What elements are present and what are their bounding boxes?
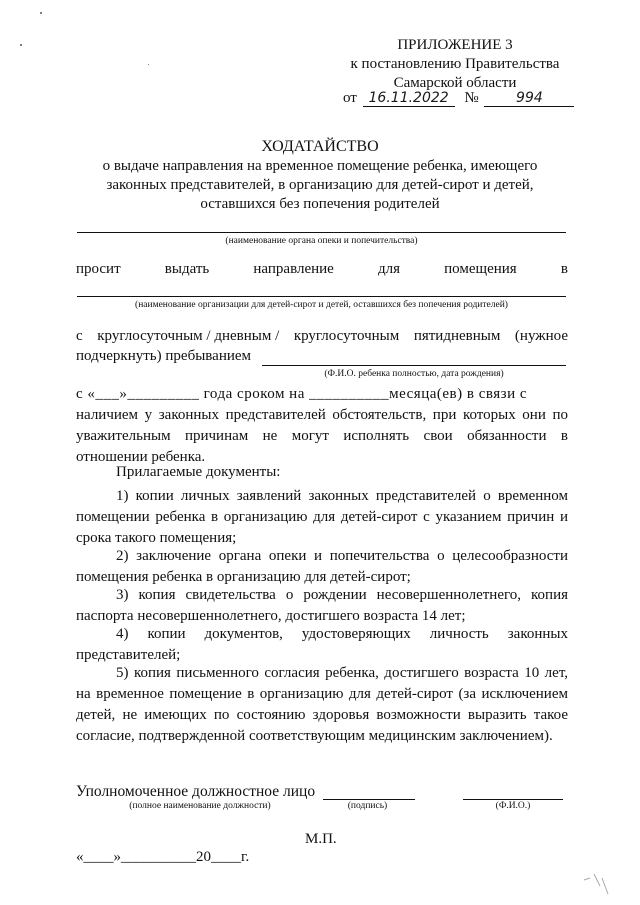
organization-underline <box>77 296 566 297</box>
authority-underline <box>77 232 566 233</box>
number-value: 994 <box>484 90 574 107</box>
appendix-line2: к постановлению Правительства <box>350 56 560 72</box>
signature-label: Уполномоченное должностное лицо <box>76 783 316 800</box>
number-prefix: № <box>464 90 479 106</box>
stay-word: (нужное <box>514 328 568 344</box>
document-item-1: 1) копии личных заявлений законных представителей о временном помещении ребенка в организацию для детей-сирот с указанием причин и срока такого помещения; <box>76 488 568 546</box>
scan-speck <box>40 12 42 14</box>
appendix-label: ПРИЛОЖЕНИЕ 3 <box>397 37 513 53</box>
stay-word: круглосуточным / дневным / <box>97 328 280 344</box>
child-name-underline <box>262 365 566 366</box>
scan-mark <box>580 870 614 900</box>
request-row <box>76 261 568 278</box>
subtitle-line-3: оставшихся без попечения родителей <box>200 196 440 212</box>
document-title: ХОДАТАЙСТВО <box>261 138 379 155</box>
seal-label: М.П. <box>305 831 337 847</box>
stay-word: пятидневным <box>413 328 501 344</box>
organization-caption: (наименование организации для детей-сирот и детей, оставшихся без попечения родителей) <box>135 300 508 310</box>
scan-speck <box>20 44 22 46</box>
stay-word: круглосуточным <box>293 328 400 344</box>
authority-caption: (наименование органа опеки и попечительства) <box>225 236 418 246</box>
signature-underline <box>323 799 415 800</box>
date-prefix: от <box>343 90 357 106</box>
appendix-line3: Самарской области <box>393 75 517 91</box>
date-value: 16.11.2022 <box>363 90 455 107</box>
resolution-date-line <box>343 90 574 110</box>
stay-type-row <box>76 328 568 345</box>
period-paragraph: наличием у законных представителей обстоятельств, при которых они по уважительным причинам не могут исполнять свои обязанности в отношении ребенка. <box>76 407 568 465</box>
document-item-5: 5) копия письменного согласия ребенка, достигшего возраста 10 лет, на временное помещение в организацию для детей-сирот (за исключением детей, не имеющих по состоянию здоровья возможности выразить такое согласие, подтвержденной соответствующим медицинским заключением). <box>76 665 568 744</box>
child-caption: (Ф.И.О. ребенка полностью, дата рождения) <box>324 369 504 379</box>
documents-heading: Прилагаемые документы: <box>116 464 281 480</box>
request-word: просит <box>76 261 121 277</box>
subtitle-line-2: законных представителей, в организацию для детей-сирот и детей, <box>106 177 534 193</box>
request-word: для <box>377 261 400 277</box>
name-underline <box>463 799 563 800</box>
position-caption: (полное наименование должности) <box>129 801 271 811</box>
scan-speck <box>148 64 149 65</box>
stay-word: с <box>76 328 83 344</box>
signature-caption: (подпись) <box>347 801 388 811</box>
period-line: с «___»_________ года сроком на __________месяца(ев) в связи с <box>76 386 527 402</box>
name-caption: (Ф.И.О.) <box>495 801 531 811</box>
request-word: в <box>560 261 568 277</box>
stay-line-2: подчеркнуть) пребыванием <box>76 348 252 364</box>
subtitle-line-1: о выдаче направления на временное помещение ребенка, имеющего <box>102 158 538 174</box>
request-word: помещения <box>444 261 517 277</box>
document-item-4: 4) копии документов, удостоверяющих личность законных представителей; <box>76 626 568 663</box>
footer-date: «____»__________20____г. <box>76 849 250 865</box>
request-word: направление <box>253 261 334 277</box>
document-item-3: 3) копия свидетельства о рождении несовершеннолетнего, копия паспорта несовершеннолетнего, достигшего возраста 14 лет; <box>76 587 568 624</box>
request-word: выдать <box>164 261 210 277</box>
document-item-2: 2) заключение органа опеки и попечительства о целесообразности помещения ребенка в организацию для детей-сирот; <box>76 548 568 585</box>
